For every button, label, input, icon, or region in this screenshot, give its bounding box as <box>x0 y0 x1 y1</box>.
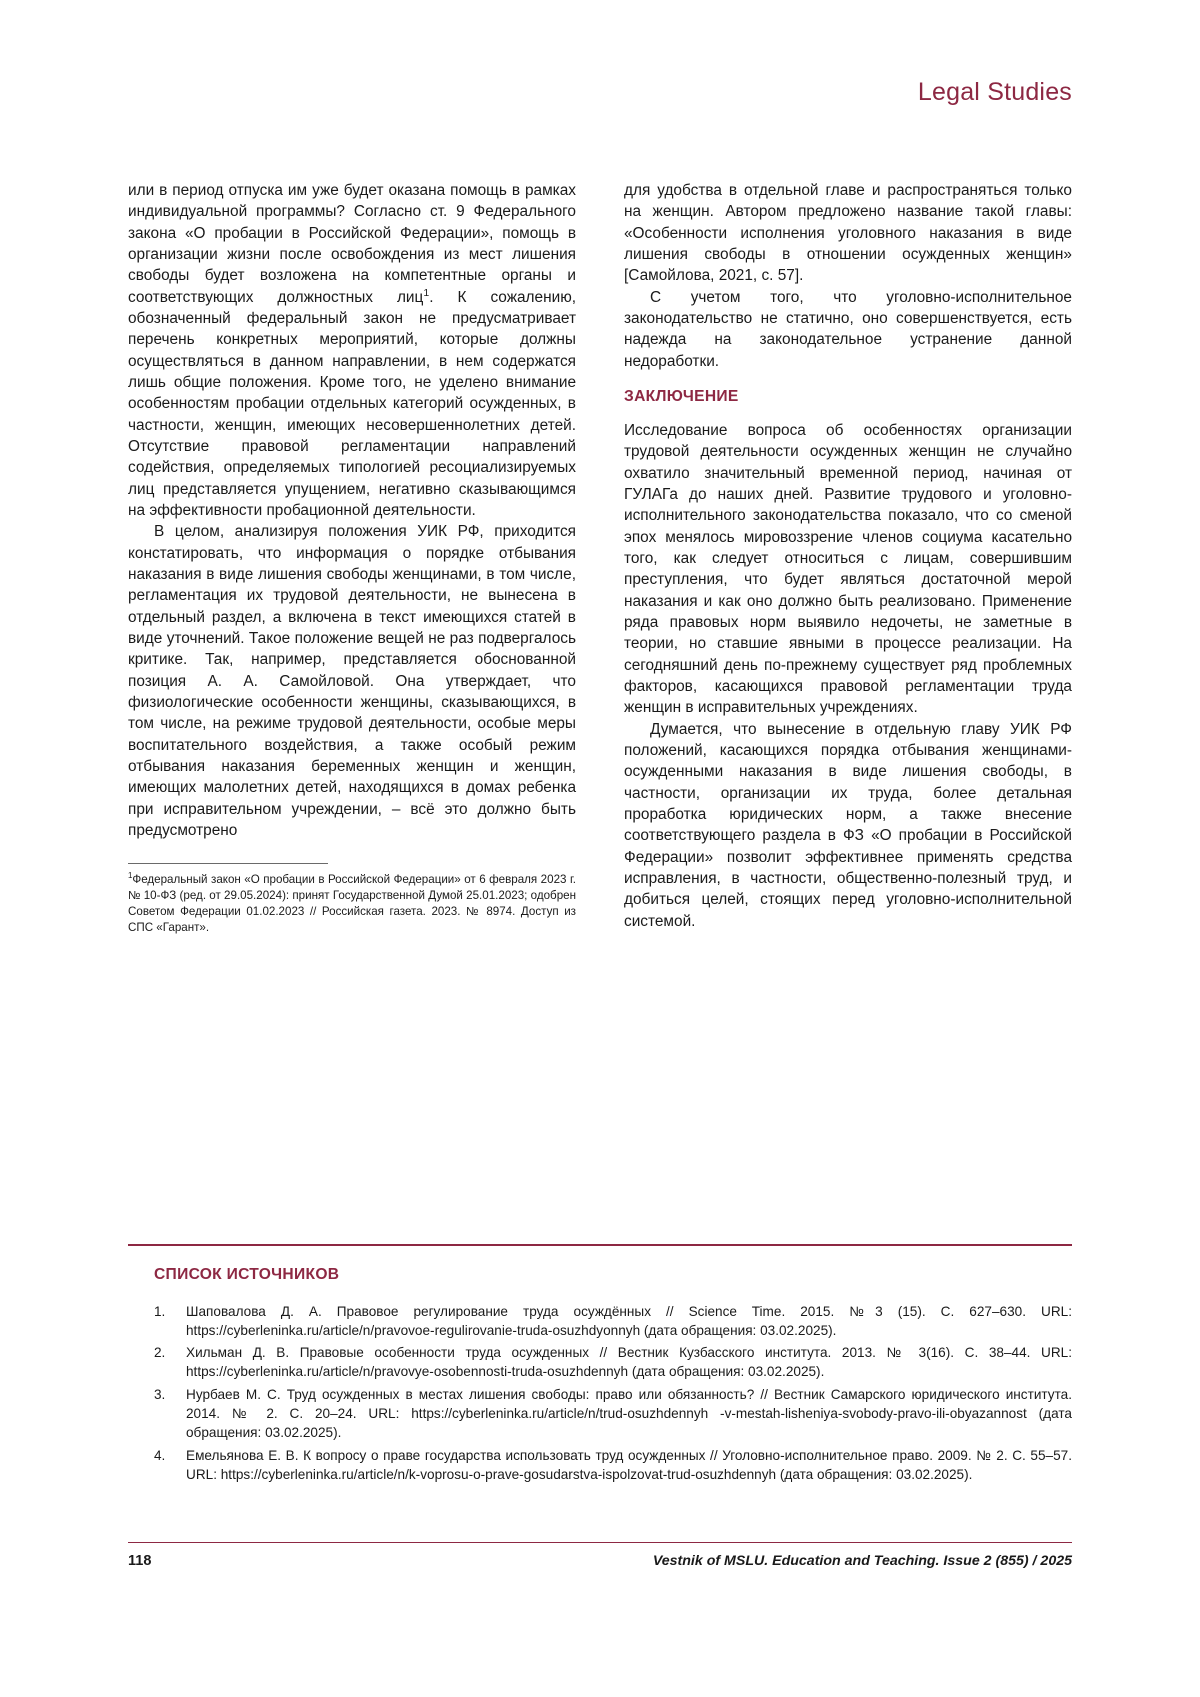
paragraph <box>128 180 576 521</box>
paragraph-text: или в период отпуска им уже будет оказана помощь в рамках индивидуальной программы? Согласно ст. 9 Федерального закона «О пробации в Российской Федерации», помощь в организации жизни после освобождения из мест лишения свободы будет возложена на компетентные органы и соответствующих должностных лиц <box>128 182 576 306</box>
list-item <box>154 1385 1072 1443</box>
references-heading: СПИСОК ИСТОЧНИКОВ <box>154 1265 340 1283</box>
footnote-text <box>128 872 576 936</box>
reference-number: 2. <box>154 1345 166 1361</box>
reference-number: 4. <box>154 1447 166 1463</box>
footnote-marker: 1 <box>423 287 430 299</box>
reference-text: Хильман Д. В. Правовые особенности труда осужденных // Вестник Кузбасского института. 2013. № 3(16). С. 38–44. URL: https://cyberleninka.ru/article/n/pravovye-osobennosti-truda-osuzhdennyh (дата обращения: 03.02.2025). <box>186 1345 1072 1380</box>
journal-citation: Vestnik of MSLU. Education and Teaching. Issue 2 (855) / 2025 <box>652 1553 1072 1569</box>
right-column <box>624 180 1072 936</box>
list-item <box>154 1446 1072 1485</box>
references-divider <box>128 1244 1072 1246</box>
footnote-divider <box>128 863 328 864</box>
paragraph: С учетом того, что уголовно-исполнительное законодательство не статично, оно совершенствуется, есть надежда на законодательное устранение данной недоработки. <box>624 288 1072 370</box>
footnote-number: 1 <box>128 871 133 881</box>
reference-number: 3. <box>154 1386 166 1402</box>
list-item <box>154 1343 1072 1382</box>
reference-text: Емельянова Е. В. К вопросу о праве государства использовать труд осужденных // Уголовно-исполнительное право. 2009. № 2. С. 55–57. URL: https://cyberleninka.ru/article/n/k-voprosu-o-prave-gosudarstva-ispolzovat-trud-osuzhdennyh (дата обращения: 03.02.2025). <box>186 1447 1072 1482</box>
reference-text: Нурбаев М. С. Труд осужденных в местах лишения свободы: право или обязанность? // Вестник Самарского юридического института. 2014. № 2. С. 20–24. URL: https://cyberleninka.ru/article/n/trud-osuzhdennyh -v-mestah-lisheniya-svobody-pravo-ili-obyazannost (дата обращения: 03.02.2025). <box>186 1386 1072 1441</box>
reference-number: 1. <box>154 1303 166 1319</box>
page-footer <box>128 1542 1072 1569</box>
page-number: 118 <box>128 1553 152 1569</box>
paragraph: для удобства в отдельной главе и распространяться только на женщин. Автором предложено название такой главы: «Особенности исполнения уголовного наказания в виде лишения свободы в отношении осужденных женщин» [Самойлова, 2021, с. 57]. <box>624 182 1072 285</box>
paragraph: Думается, что вынесение в отдельную главу УИК РФ положений, касающихся порядка отбывания женщинами-осужденными наказания в виде лишения свободы, в частности, организации их труда, более детальная проработка юридических норм, а также внесение соответствующего раздела в ФЗ «О пробации в Российской Федерации» позволит эффективнее применять средства исправления, в частности, общественно-полезный труд, и добиться целей, стоящих перед уголовно-исполнительной системой. <box>624 720 1072 930</box>
footer-divider <box>128 1542 1072 1543</box>
left-column <box>128 180 576 936</box>
section-heading-conclusion: ЗАКЛЮЧЕНИЕ <box>624 387 739 405</box>
paragraph: Исследование вопроса об особенностях организации трудовой деятельности осужденных женщин не случайно охватило значительный временной период, начиная от ГУЛАГа до наших дней. Развитие трудового и уголовно-исполнительного законодательства показало, что со сменой эпох менялось мировоззрение членов социума касательно того, как следует относиться с лицам, совершившим преступления, что будет являться достаточной мерой наказания и как оно должно быть реализовано. Применение ряда правовых норм выявило недочеты, не заметные в теории, но ставшие явными в процессе реализации. На сегодняшний день по-прежнему существует ряд проблемных факторов, касающихся правовой регламентации труда женщин в исправительных учреждениях. <box>624 421 1072 717</box>
paragraph: В целом, анализируя положения УИК РФ, приходится констатировать, что информация о порядке отбывания наказания в виде лишения свободы женщинами, в том числе, регламентация их трудовой деятельности, не вынесена в отдельный раздел, а включена в текст имеющихся статей в виде уточнений. Такое положение вещей не раз подвергалось критике. Так, например, представляется обоснованной позиция А. А. Самойловой. Она утверждает, что физиологические особенности женщины, сказывающихся, в том числе, на режиме трудовой деятельности, особые меры воспитательного воздействия, а также особый режим отбывания наказания беременных женщин и женщин, имеющих малолетних детей, находящихся в домах ребенка при исправительном учреждении, – всё это должно быть предусмотрено <box>128 523 576 839</box>
footnote-block <box>128 855 576 936</box>
list-item <box>154 1302 1072 1341</box>
reference-text: Шаповалова Д. А. Правовое регулирование труда осуждённых // Science Time. 2015. №3 (15). С. 627–630. URL: https://cyberleninka.ru/article/n/pravovoe-regulirovanie-truda-osuzhdyonnyh (дата обращения: 03.02.2025). <box>186 1303 1072 1338</box>
references-section <box>128 1244 1072 1487</box>
footer-row <box>128 1553 1072 1569</box>
footnote-body: Федеральный закон «О пробации в Российской Федерации» от 6 февраля 2023 г. № 10-ФЗ (ред. от 29.05.2024): принят Государственной Думой 25.01.2023; одобрен Советом Федерации 01.02.2023 // Российская газета. 2023. № 8974. Доступ из СПС «Гарант». <box>128 873 576 935</box>
paragraph-text-cont: . К сожалению, обозначенный федеральный закон не предусматривает перечень конкретных мероприятий, которые должны осуществляться в данном направлении, в нем содержатся лишь общие положения. Кроме того, не уделено внимание особенностям пробации отдельных категорий осужденных, в частности, женщин, имеющих несовершеннолетних детей. Отсутствие правовой регламентации направлений содействия, определяемых типологией ресоциализируемых лиц представляется упущением, негативно сказывающимся на эффективности пробационной деятельности. <box>128 288 577 519</box>
spacer <box>624 372 1072 388</box>
two-column-body <box>128 180 1072 936</box>
running-head: Legal Studies <box>917 78 1072 106</box>
